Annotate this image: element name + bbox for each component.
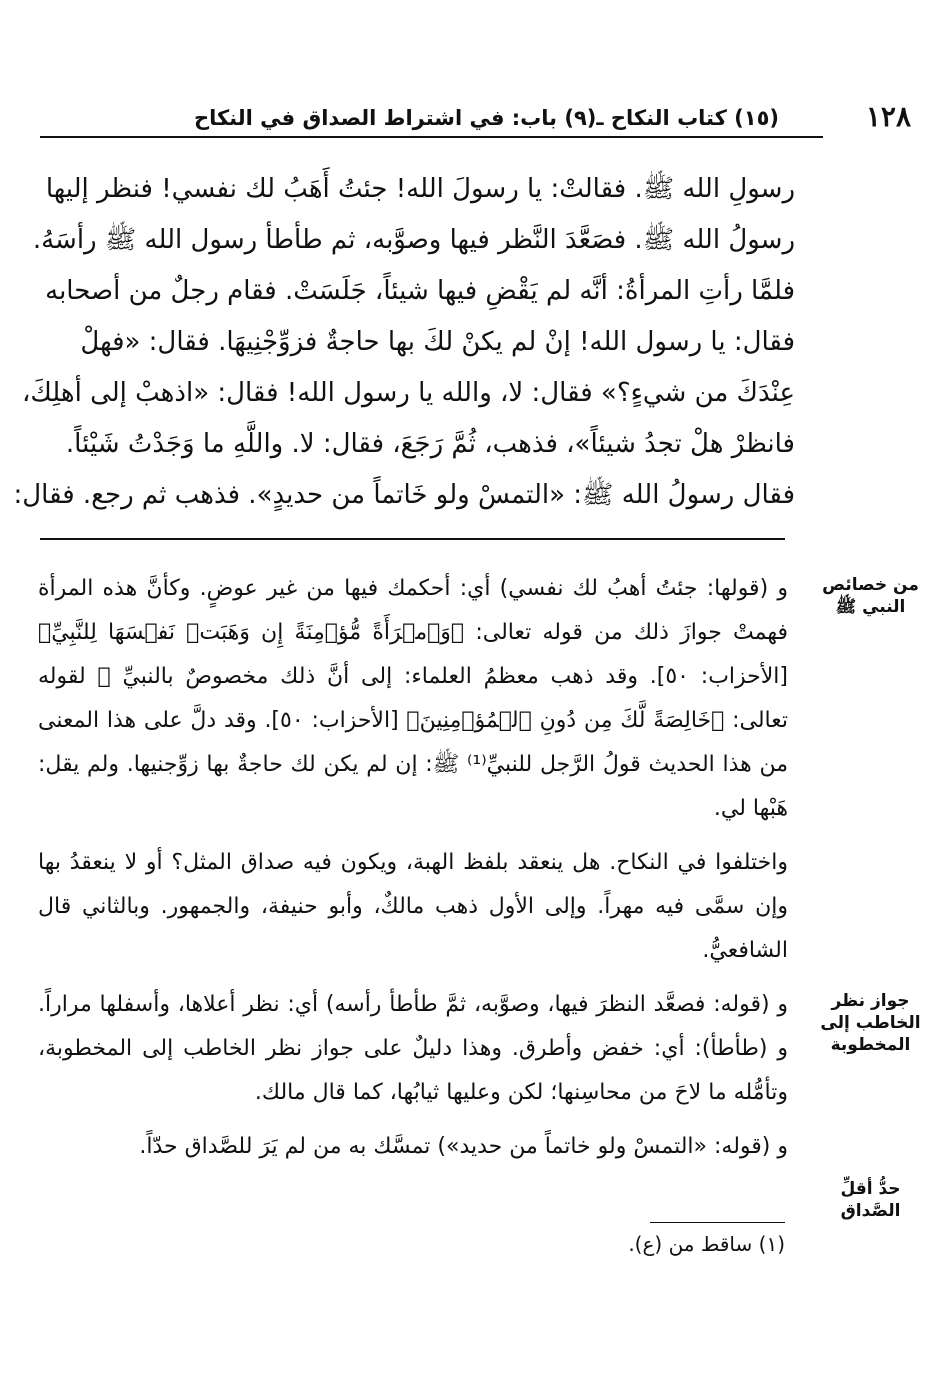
page-number: ١٢٨ <box>865 100 911 133</box>
margin-note-looking-at-fiancee: جواز نظر الخاطب إلى المخطوبة <box>820 991 921 1055</box>
hadith-line: فقال رسولُ الله ﷺ: «التمسْ ولو خَاتماً من حديدٍ». فذهب ثم رجع. فقال: <box>13 480 795 510</box>
hadith-line: رسولِ الله ﷺ. فقالتْ: يا رسولَ الله! جئتُ أَهَبُ لك نفسي! فنظر إليها <box>45 174 795 204</box>
commentary-paragraph: و (قولها: جئتُ أهبُ لك نفسي) أي: أحكمك فيها من غير عوضٍ. وكأنَّ هذه المرأة فهمتْ جوازَ ذلك من قوله تعالى: ﴿وَٱمۡرَأَةً مُّؤۡمِنَةً إِن وَهَبَتۡ نَفۡسَهَا لِلنَّبِيِّ﴾ [الأحزاب: ٥٠]. وقد ذهب معظمُ العلماء: إلى أنَّ ذلك مخصوصٌ بالنبيِّ ﷺ لقوله تعالى: ﴿خَالِصَةً لَّكَ مِن دُونِ ٱلۡمُؤۡمِنِينَ﴾ [الأحزاب: ٥٠]. وقد دلَّ على هذا المعنى من هذا الحديث قولُ الرَّجل للنبيِّ⁽¹⁾ ﷺ: إن لم يكن لك حاجةٌ بها زوِّجنيها. ولم يقل: هَبْها لي. <box>38 576 789 821</box>
hadith-line: فانظرْ هلْ تجدُ شيئاً»، فذهب، ثُمَّ رَجَعَ، فقال: لا. واللَّهِ ما وَجَدْتُ شَيْئاً. <box>65 429 795 459</box>
hadith-line: رسولُ الله ﷺ. فصَعَّدَ النَّظر فيها وصوَّبه، ثم طأطأ رسول الله ﷺ رأسَهُ. <box>32 225 795 255</box>
footnote: (١) ساقط من (ع). <box>628 1232 785 1256</box>
running-head: (١٥) كتاب النكاح ـ(٩) باب: في اشتراط الصداق في النكاح <box>193 106 779 130</box>
commentary-paragraph: واختلفوا في النكاح. هل ينعقد بلفظ الهبة، ويكون فيه صداق المثل؟ أو لا ينعقدُ بها وإن سمَّى فيه مهراً. وإلى الأول ذهب مالكٌ، وأبو حنيفة، والجمهور. وبالثاني قال الشافعيُّ. <box>38 850 788 963</box>
commentary-text <box>38 567 788 1169</box>
hadith-line: عِنْدَكَ من شيءٍ؟» فقال: لا، والله يا رسول الله! فقال: «اذهبْ إلى أهلِكَ، <box>21 378 795 408</box>
page-header <box>40 100 911 138</box>
section-divider <box>40 538 785 540</box>
hadith-line: فقال: يا رسول الله! إنْ لم يكنْ لكَ بها حاجةٌ فزوِّجْنِيهَا. فقال: «فهلْ <box>80 327 795 357</box>
commentary-paragraph: و (قوله: فصعَّد النظرَ فيها، وصوَّبه، ثمَّ طأطأ رأسه) أي: نظر أعلاها، وأسفلها مراراً. و (طأطأ): أي: خفض وأطرق. وهذا دليلٌ على جواز نظر الخاطب إلى المخطوبة، وتأمُّله ما لاحَ من محاسِنها؛ لكن وعليها ثيابُها، كما قال مالك. <box>38 992 788 1105</box>
margin-note-minimum-dowry: حدُّ أقلِّ الصَّداق <box>840 1179 901 1221</box>
hadith-text <box>13 164 795 521</box>
hadith-line: فلمَّا رأتِ المرأةُ: أنَّه لم يَقْضِ فيها شيئاً، جَلَسَتْ. فقام رجلٌ من أصحابه <box>45 276 795 306</box>
margin-note-prophet-specifics: من خصائص النبي ﷺ <box>822 575 919 617</box>
footnote-divider <box>650 1222 785 1223</box>
commentary-paragraph: و (قوله: «التمسْ ولو خاتماً من حديد») تمسَّك به من لم يَرَ للصَّداق حدّاً. <box>139 1134 788 1159</box>
